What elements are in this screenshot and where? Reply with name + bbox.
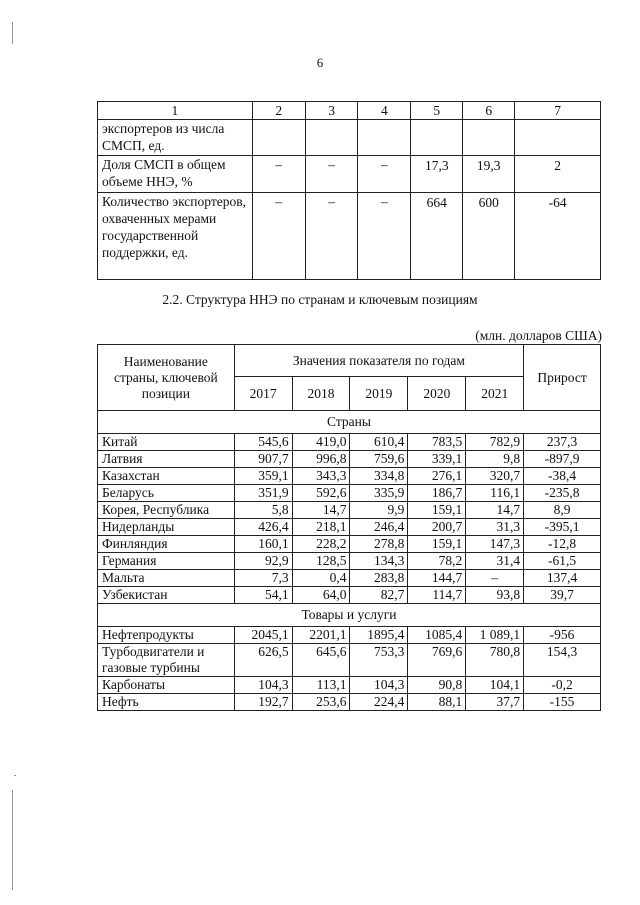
value-cell: 104,3 [234,677,292,694]
value-cell: 114,7 [408,587,466,604]
row-name: Беларусь [98,485,235,502]
table-row [98,570,601,587]
year-header: 2019 [350,377,408,411]
cell [463,120,515,156]
value-cell: 159,1 [408,502,466,519]
value-cell: 9,8 [466,451,524,468]
value-cell: 907,7 [234,451,292,468]
value-cell: 1 089,1 [466,627,524,644]
cell: – [358,156,411,193]
row-label: Доля СМСП в общем объеме ННЭ, % [98,156,253,193]
value-cell: 419,0 [292,434,350,451]
group-title: Товары и услуги [98,604,601,627]
page-number: 6 [316,55,324,70]
cell [305,120,358,156]
value-cell: 78,2 [408,553,466,570]
table-row [98,587,601,604]
value-cell: 128,5 [292,553,350,570]
value-cell: 283,8 [350,570,408,587]
cell [411,120,463,156]
value-cell: – [466,570,524,587]
row-name: Нефтепродукты [98,627,235,644]
value-cell: 144,7 [408,570,466,587]
value-cell: 1895,4 [350,627,408,644]
growth-cell: -235,8 [524,485,601,502]
value-cell: 228,2 [292,536,350,553]
cell: 19,3 [463,156,515,193]
scan-margin-mark [12,22,13,44]
value-cell: 200,7 [408,519,466,536]
row-name: Узбекистан [98,587,235,604]
col-number: 2 [252,102,305,120]
value-cell: 278,8 [350,536,408,553]
value-cell: 159,1 [408,536,466,553]
unit-note: (млн. долларов США) [475,328,602,343]
cell: – [252,193,305,280]
value-cell: 276,1 [408,468,466,485]
table-row [98,553,601,570]
value-cell: 7,3 [234,570,292,587]
value-cell: 224,4 [350,694,408,711]
value-cell: 90,8 [408,677,466,694]
group-title: Страны [98,411,601,434]
row-name: Казахстан [98,468,235,485]
row-name: Китай [98,434,235,451]
table-row [98,519,601,536]
row-name: Финляндия [98,536,235,553]
value-cell: 339,1 [408,451,466,468]
cell: – [252,156,305,193]
value-cell: 192,7 [234,694,292,711]
row-name: Карбонаты [98,677,235,694]
value-cell: 996,8 [292,451,350,468]
table-row [98,536,601,553]
group-row [98,604,601,627]
value-cell: 82,7 [350,587,408,604]
value-cell: 1085,4 [408,627,466,644]
row-name: Корея, Республика [98,502,235,519]
growth-cell: -956 [524,627,601,644]
table-row [98,694,601,711]
table-row [98,468,601,485]
value-cell: 104,1 [466,677,524,694]
row-label: Количество экспортеров, охваченных мерами государственной поддержки, ед. [98,193,253,280]
cell: 600 [463,193,515,280]
cell: – [305,193,358,280]
table-row [98,644,601,677]
value-cell: 351,9 [234,485,292,502]
growth-cell: 39,7 [524,587,601,604]
value-cell: 343,3 [292,468,350,485]
cell [515,120,601,156]
value-cell: 426,4 [234,519,292,536]
growth-cell: -897,9 [524,451,601,468]
value-cell: 645,6 [292,644,350,677]
row-name: Мальта [98,570,235,587]
growth-column-header: Прирост [524,345,601,411]
value-cell: 783,5 [408,434,466,451]
exports-structure-table [97,344,601,711]
scan-speck [14,775,16,776]
col-number: 4 [358,102,411,120]
value-cell: 626,5 [234,644,292,677]
section-heading: 2.2. Структура ННЭ по странам и ключевым позициям [162,292,478,307]
cell: – [305,156,358,193]
growth-cell: -61,5 [524,553,601,570]
value-cell: 780,8 [466,644,524,677]
scan-margin-mark [12,790,13,890]
growth-cell: 154,3 [524,644,601,677]
value-cell: 592,6 [292,485,350,502]
row-label: экспортеров из числа СМСП, ед. [98,120,253,156]
name-column-header: Наименование страны, ключевой позиции [98,345,235,411]
row-name: Нефть [98,694,235,711]
table-row [98,434,601,451]
value-cell: 14,7 [466,502,524,519]
value-cell: 54,1 [234,587,292,604]
values-group-header: Значения показателя по годам [234,345,523,377]
table-row [98,502,601,519]
table-row [98,193,601,280]
value-cell: 113,1 [292,677,350,694]
value-cell: 92,9 [234,553,292,570]
value-cell: 134,3 [350,553,408,570]
header-row [98,345,601,377]
value-cell: 782,9 [466,434,524,451]
cell: -64 [515,193,601,280]
value-cell: 104,3 [350,677,408,694]
col-number: 5 [411,102,463,120]
year-header: 2017 [234,377,292,411]
growth-cell: -155 [524,694,601,711]
table-row [98,156,601,193]
col-number: 7 [515,102,601,120]
table-row [98,120,601,156]
cell [358,120,411,156]
column-number-row [98,102,601,120]
cell: 664 [411,193,463,280]
col-number: 6 [463,102,515,120]
value-cell: 320,7 [466,468,524,485]
value-cell: 769,6 [408,644,466,677]
row-name: Латвия [98,451,235,468]
growth-cell: -395,1 [524,519,601,536]
value-cell: 359,1 [234,468,292,485]
value-cell: 246,4 [350,519,408,536]
value-cell: 116,1 [466,485,524,502]
value-cell: 64,0 [292,587,350,604]
growth-cell: 137,4 [524,570,601,587]
value-cell: 759,6 [350,451,408,468]
growth-cell: 8,9 [524,502,601,519]
table-row [98,451,601,468]
value-cell: 9,9 [350,502,408,519]
value-cell: 93,8 [466,587,524,604]
value-cell: 31,3 [466,519,524,536]
value-cell: 545,6 [234,434,292,451]
value-cell: 335,9 [350,485,408,502]
group-row [98,411,601,434]
growth-cell: 237,3 [524,434,601,451]
value-cell: 218,1 [292,519,350,536]
growth-cell: -0,2 [524,677,601,694]
value-cell: 2201,1 [292,627,350,644]
cell: 17,3 [411,156,463,193]
value-cell: 0,4 [292,570,350,587]
value-cell: 753,3 [350,644,408,677]
year-header: 2021 [466,377,524,411]
value-cell: 610,4 [350,434,408,451]
cell: 2 [515,156,601,193]
table-row [98,677,601,694]
row-name: Турбодвигатели и газовые турбины [98,644,235,677]
row-name: Нидерланды [98,519,235,536]
value-cell: 2045,1 [234,627,292,644]
row-name: Германия [98,553,235,570]
cell [252,120,305,156]
value-cell: 5,8 [234,502,292,519]
value-cell: 147,3 [466,536,524,553]
growth-cell: -12,8 [524,536,601,553]
table-row [98,627,601,644]
cell: – [358,193,411,280]
year-header: 2018 [292,377,350,411]
year-header: 2020 [408,377,466,411]
growth-cell: -38,4 [524,468,601,485]
value-cell: 88,1 [408,694,466,711]
continuation-table [97,101,601,280]
value-cell: 14,7 [292,502,350,519]
value-cell: 160,1 [234,536,292,553]
value-cell: 186,7 [408,485,466,502]
value-cell: 253,6 [292,694,350,711]
col-number: 1 [98,102,253,120]
table-row [98,485,601,502]
value-cell: 37,7 [466,694,524,711]
col-number: 3 [305,102,358,120]
value-cell: 334,8 [350,468,408,485]
value-cell: 31,4 [466,553,524,570]
